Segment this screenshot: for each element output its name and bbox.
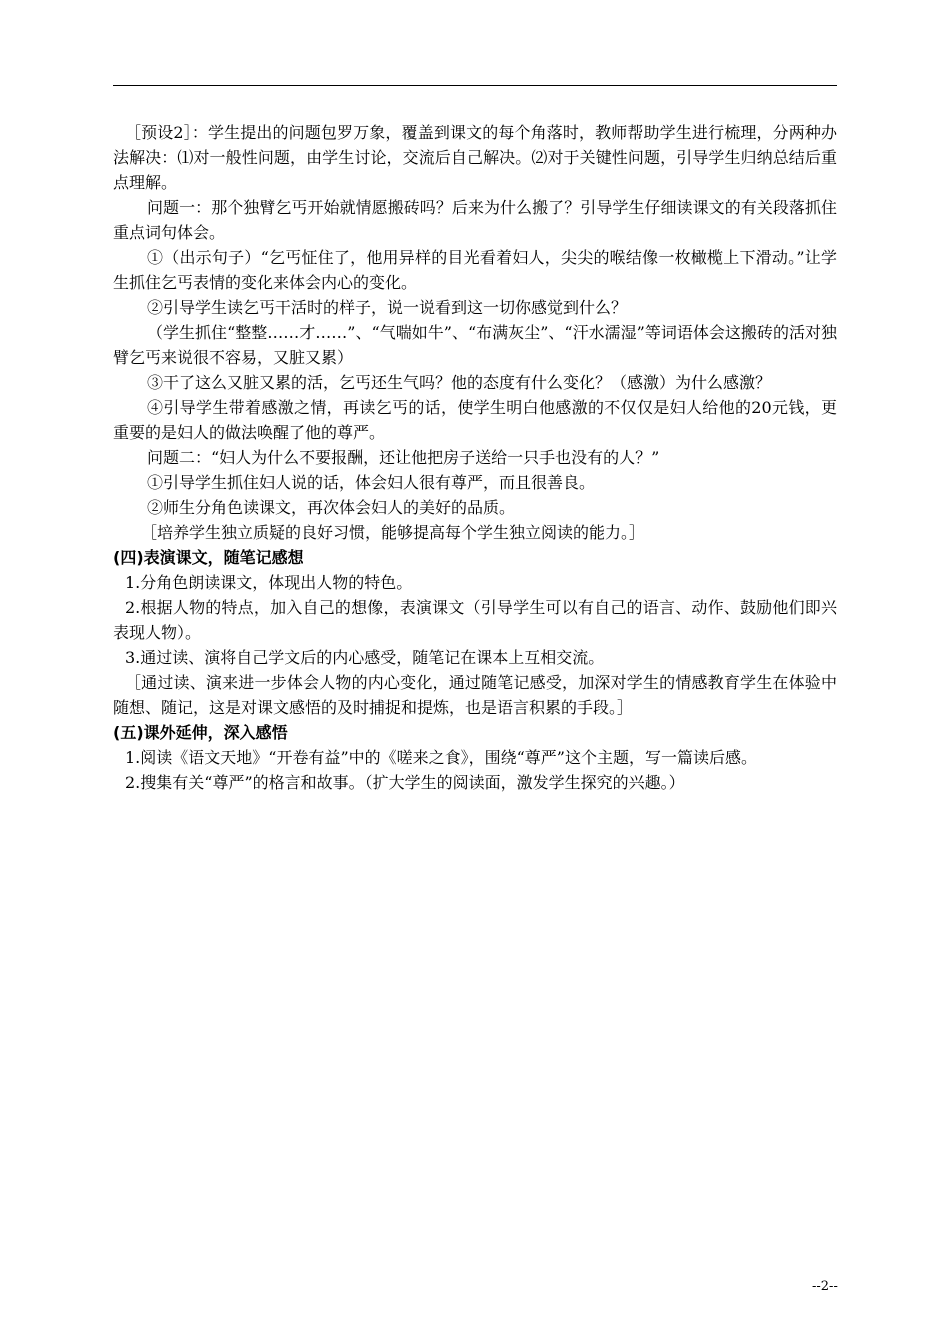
paragraph: 3.通过读、演将自己学文后的内心感受，随笔记在课本上互相交流。 <box>125 648 605 667</box>
paragraph: ［培养学生独立质疑的良好习惯，能够提高每个学生独立阅读的能力。］ <box>141 523 646 542</box>
paragraph: ①引导学生抓住妇人说的话，体会妇人很有尊严，而且很善良。 <box>147 473 596 492</box>
paragraph: ②师生分角色读课文，再次体会妇人的美好的品质。 <box>147 498 516 517</box>
paragraph: ［预设2］：学生提出的问题包罗万象，覆盖到课文的每个角落时，教师帮助学生进行梳理，分两种办法解决：⑴对一般性问题，由学生讨论，交流后自己解决。⑵对于关键性问题，引导学生归纳总结后重点理解。 <box>113 123 837 192</box>
paragraph: ②引导学生读乞丐干活时的样子，说一说看到这一切你感觉到什么？ <box>147 298 628 317</box>
paragraph: ③干了这么又脏又累的活，乞丐还生气吗？他的态度有什么变化？（感激）为什么感激？ <box>147 373 772 392</box>
section-heading: (四)表演课文，随笔记感想 <box>113 548 304 567</box>
paragraph: ①（出示句子）“乞丐怔住了，他用异样的目光看着妇人，尖尖的喉结像一枚橄榄上下滑动。”让学生抓住乞丐表情的变化来体会内心的变化。 <box>113 248 837 292</box>
paragraph: （学生抓住“整整……才……”、“气喘如牛”、“布满灰尘”、“汗水濡湿”等词语体会这搬砖的活对独臂乞丐来说很不容易，又脏又累） <box>113 323 837 367</box>
header-rule <box>113 85 837 86</box>
paragraph: 2.搜集有关“尊严”的格言和故事。（扩大学生的阅读面，激发学生探究的兴趣。） <box>125 773 685 792</box>
paragraph: 2.根据人物的特点，加入自己的想像，表演课文（引导学生可以有自己的语言、动作、鼓励他们即兴表现人物）。 <box>113 598 837 642</box>
paragraph: 1.分角色朗读课文，体现出人物的特色。 <box>125 573 413 592</box>
document-body <box>113 120 837 795</box>
paragraph: ［通过读、演来进一步体会人物的内心变化，通过随笔记感受，加深对学生的情感教育学生在体验中随想、随记，这是对课文感悟的及时捕捉和提炼，也是语言积累的手段。］ <box>113 673 837 717</box>
paragraph: 问题二：“妇人为什么不要报酬，还让他把房子送给一只手也没有的人？” <box>147 448 660 467</box>
paragraph: ④引导学生带着感激之情，再读乞丐的话，使学生明白他感激的不仅仅是妇人给他的20元钱，更重要的是妇人的做法唤醒了他的尊严。 <box>113 398 837 442</box>
paragraph: 问题一：那个独臂乞丐开始就情愿搬砖吗？后来为什么搬了？引导学生仔细读课文的有关段落抓住重点词句体会。 <box>113 198 837 242</box>
page-number: --2-- <box>812 1279 838 1294</box>
section-heading: (五)课外延伸，深入感悟 <box>113 723 288 742</box>
paragraph: 1.阅读《语文天地》“开卷有益”中的《嗟来之食》，围绕“尊严”这个主题，写一篇读后感。 <box>125 748 757 767</box>
